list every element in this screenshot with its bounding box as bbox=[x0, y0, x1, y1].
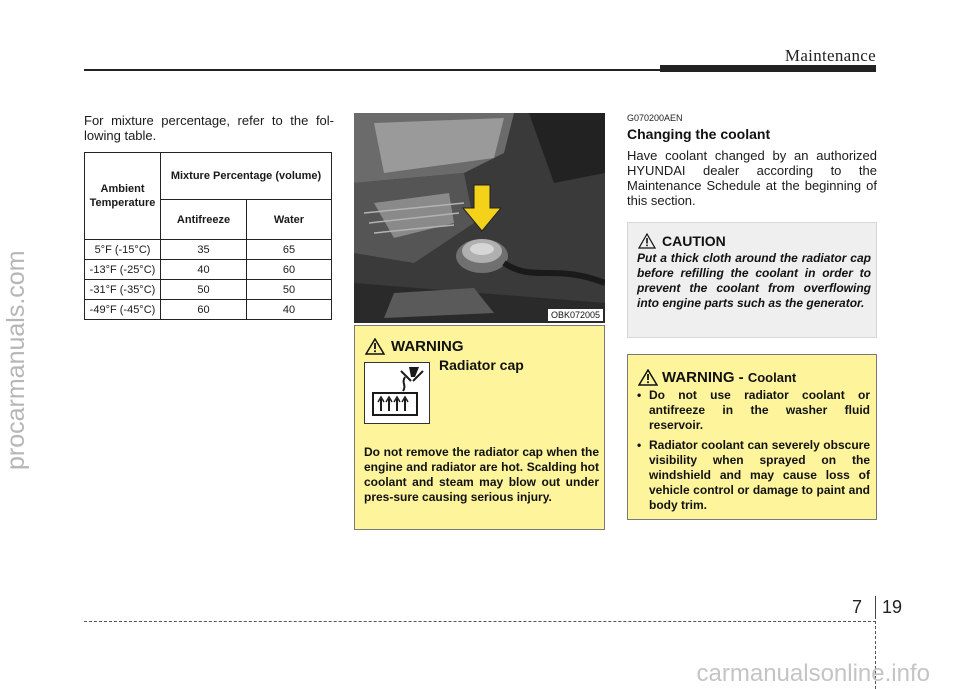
water-cell: 60 bbox=[247, 260, 332, 280]
photo-code: OBK072005 bbox=[548, 309, 603, 321]
warning-title-main: WARNING - bbox=[662, 369, 748, 386]
table-row bbox=[85, 260, 332, 280]
warning-body: Do not remove the radiator cap when the engine and radiator are hot. Scalding hot coolant and steam may blow out under pres-sure causing serious injury. bbox=[364, 445, 599, 504]
warning-box-radiator-cap bbox=[354, 325, 605, 530]
table-row bbox=[85, 280, 332, 300]
mixture-table bbox=[84, 152, 332, 320]
page-number: 19 bbox=[882, 597, 903, 617]
warning-triangle-icon bbox=[365, 338, 385, 355]
list-item: • Do not use radiator coolant or antifreeze in the washer fluid reservoir. bbox=[637, 388, 870, 433]
water-cell: 50 bbox=[247, 280, 332, 300]
page-number-separator bbox=[875, 596, 876, 618]
warning-list bbox=[637, 388, 870, 518]
warning-title: WARNING bbox=[391, 338, 464, 355]
table-row bbox=[85, 240, 332, 260]
caution-title: CAUTION bbox=[662, 233, 726, 249]
table-row bbox=[85, 300, 332, 320]
caution-box bbox=[627, 222, 877, 338]
col-ambient-header: Ambient Temperature bbox=[85, 153, 161, 240]
intro-text: For mixture percentage, refer to the fol-lowing table. bbox=[84, 113, 334, 143]
temp-cell: 5°F (-15°C) bbox=[85, 240, 161, 260]
antifreeze-cell: 60 bbox=[161, 300, 247, 320]
section-code: G070200AEN bbox=[627, 113, 683, 123]
water-cell: 40 bbox=[247, 300, 332, 320]
warning-title bbox=[662, 369, 796, 386]
temp-cell: -49°F (-45°C) bbox=[85, 300, 161, 320]
water-cell: 65 bbox=[247, 240, 332, 260]
side-watermark: procarmanuals.com bbox=[2, 250, 30, 470]
col-water-header: Water bbox=[247, 200, 332, 240]
col-mixture-header: Mixture Percentage (volume) bbox=[161, 153, 332, 200]
caution-triangle-icon bbox=[638, 233, 656, 249]
footer-rule bbox=[84, 621, 876, 622]
chapter-number: 7 bbox=[852, 597, 863, 617]
col-antifreeze-header: Antifreeze bbox=[161, 200, 247, 240]
header-title: Maintenance bbox=[784, 46, 876, 65]
antifreeze-cell: 35 bbox=[161, 240, 247, 260]
engine-bay-photo bbox=[354, 113, 605, 323]
warning-box-coolant bbox=[627, 354, 877, 520]
header-rule-accent bbox=[660, 65, 876, 72]
bottom-watermark: carmanualsonline.info bbox=[696, 660, 930, 687]
caution-body: Put a thick cloth around the radiator cap before refilling the coolant in order to prevent the coolant from overflowing into engine parts such as the generator. bbox=[637, 251, 871, 310]
temp-cell: -13°F (-25°C) bbox=[85, 260, 161, 280]
warning-title-sub: Coolant bbox=[747, 370, 797, 385]
list-item: • Radiator coolant can severely obscure visibility when sprayed on the windshield and may cause loss of vehicle control or damage to paint and body trim. bbox=[637, 438, 870, 513]
antifreeze-cell: 40 bbox=[161, 260, 247, 280]
warning-subtitle: Radiator cap bbox=[439, 357, 524, 373]
hot-radiator-icon bbox=[364, 362, 430, 424]
section-title: Changing the coolant bbox=[627, 126, 771, 142]
temp-cell: -31°F (-35°C) bbox=[85, 280, 161, 300]
warning-triangle-icon bbox=[638, 369, 658, 386]
engine-bay-illustration bbox=[354, 113, 605, 323]
antifreeze-cell: 50 bbox=[161, 280, 247, 300]
header-rule bbox=[84, 69, 660, 71]
section-body: Have coolant changed by an authorized HYUNDAI dealer according to the Maintenance Schedule at the beginning of this section. bbox=[627, 148, 877, 208]
